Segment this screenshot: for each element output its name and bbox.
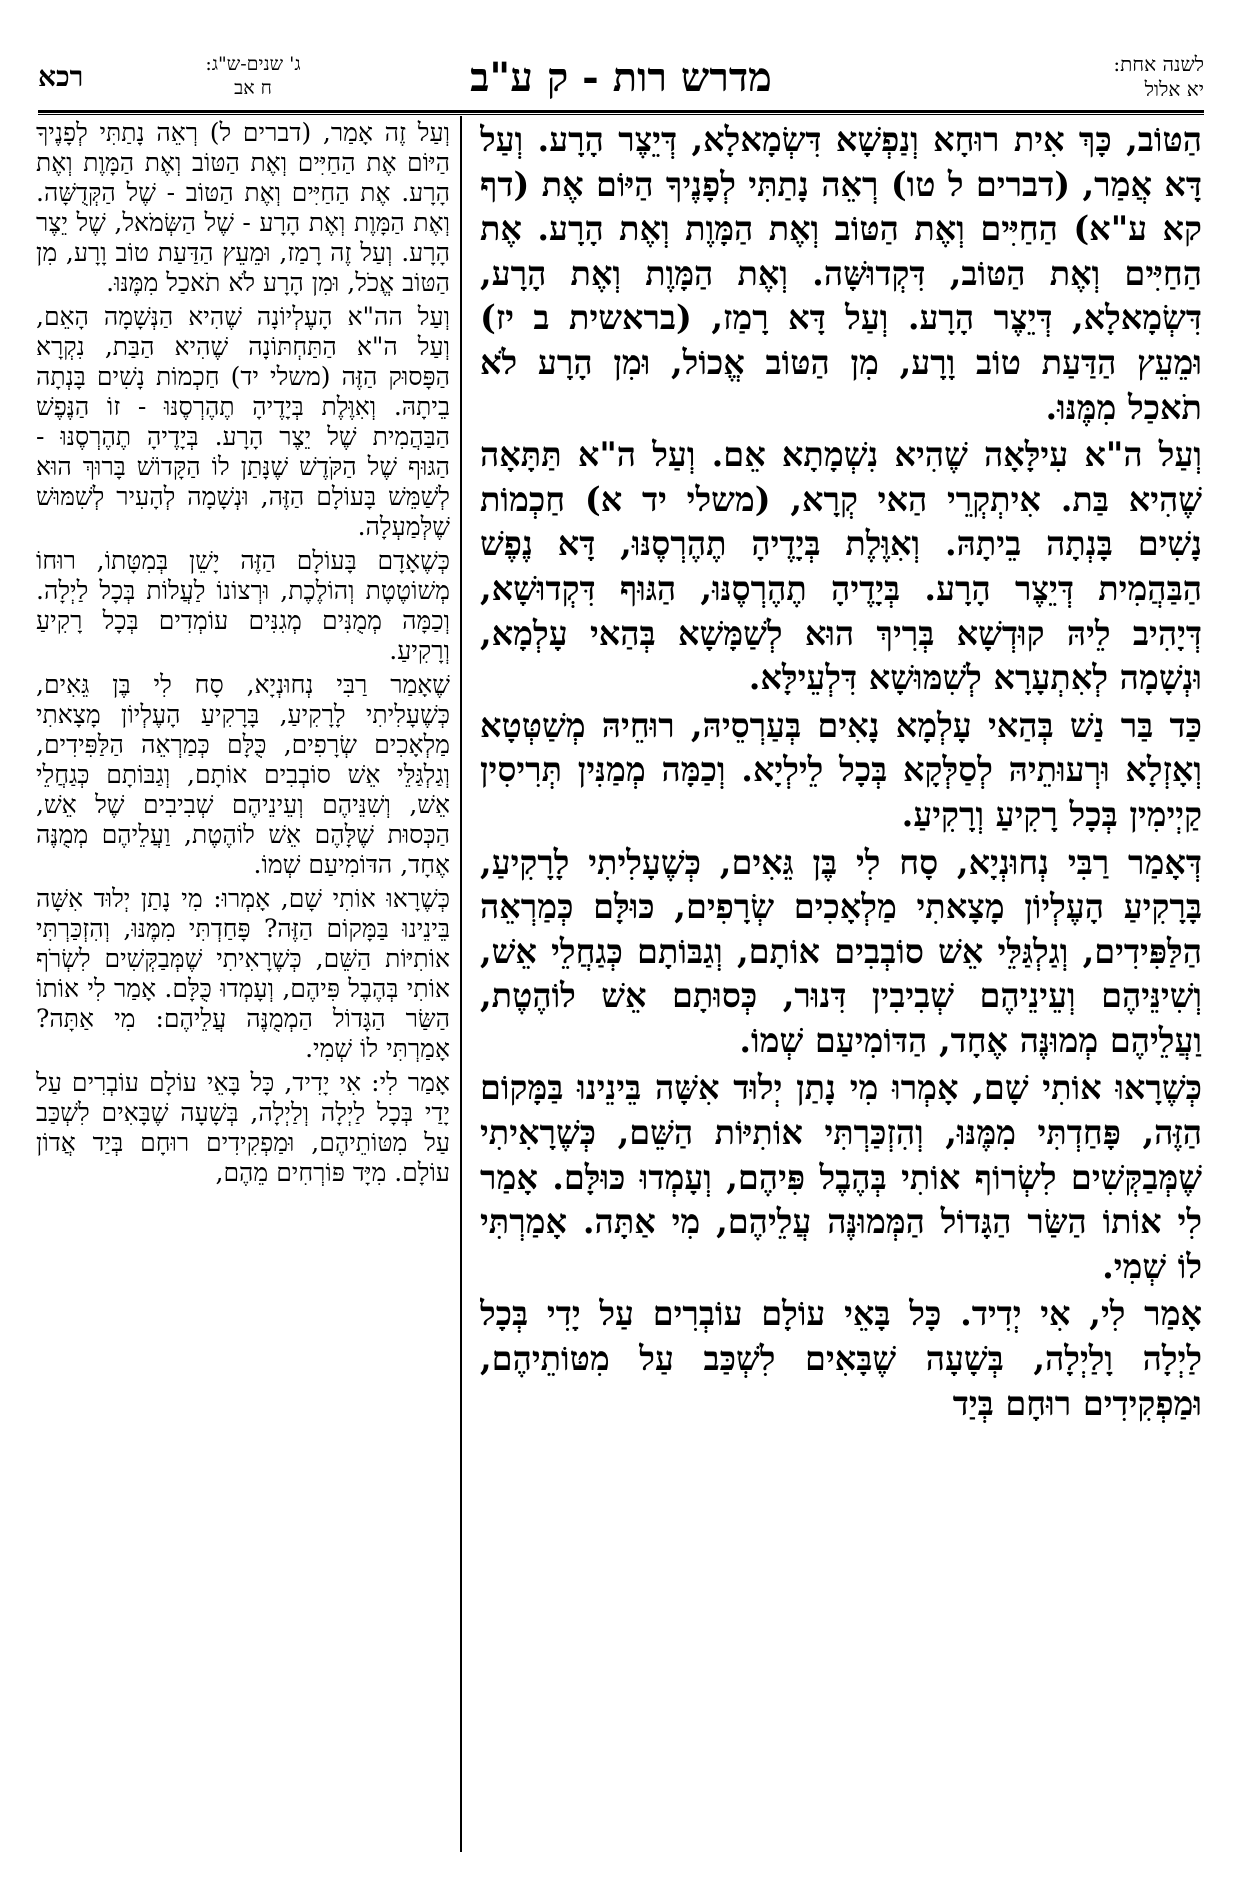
schedule-three-years-label: ג' שנים-ש"ג: [205,53,301,75]
main-paragraph: אָמַר לִי, אִי יְדִיד. כָּל בָּאֵי עוֹלָם עוֹבְרִים עַל יָדִי בְּכָל לַיְלָה וָלַיְלָה, בְּשָׁעָה שֶׁבָּאִים לִשְׁכַּב עַל מִטּוֹתֵיהֶם, וּמַפְקִידִים רוּחָם בְּיַד [480,1294,1202,1423]
translation-paragraph: כְּשֶׁרָאוּ אוֹתִי שָׁם, אָמְרוּ: מִי נָתַן יְלוּד אִשָּׁה בֵּינֵינוּ בַּמָּקוֹם הַזֶּה? פָּחַדְתִּי מִמֶּנּוּ, וְהִזְכַּרְתִּי אוֹתִיּוֹת הַשֵּׁם, כְּשֶׁרָאִיתִי שֶׁמְּבַקְּשִׁים לִשְׂרֹף אוֹתִי בְּהֶבֶל פִּיהֶם, וְעָמְדוּ כֻּלָּם. אָמַר לִי אוֹתוֹ הַשַּׂר הַגָּדוֹל הַמְמֻנֶּה עֲלֵיהֶם: מִי אַתָּה? אָמַרְתִּי לוֹ שְׁמִי. [36,884,450,1063]
column-divider [460,116,462,1852]
header-rule-thin [38,114,1204,115]
main-paragraph: וְעַל ה"א עִילָּאָה שֶׁהִיא נִשְׁמָתָא אֵם. וְעַל ה"א תַּתָּאָה שֶׁהִיא בַּת. אִיתְקְרֵי הַאי קְרָא, (משלי יד א) חַכְמוֹת נָשִׁים בָּנְתָה בֵיתָהּ. וְאִוֶּלֶת בְּיָדֶיהָ תֶהֶרְסֶנּוּ, דָּא נֶפֶשׁ הַבַּהֲמִית דְּיֵצֶר הָרָע. בְּיָדֶיהָ תֶהֶרְסֶנּוּ, הַגּוּף דִּקְדוּשָׁא, דְּיָהִיב לֵיהּ קוּדְשָׁא בְּרִיךְ הוּא לְשַׁמָּשָׁא בְּהַאי עָלְמָא, וּנְשָׁמָה לְאִתְעָרָא לְשִׁמּוּשָׁא דִּלְעֵילָּא. [480,435,1202,698]
translation-column [36,118,450,1850]
page-header [38,52,1204,108]
header-rule [38,110,1204,113]
main-text-column [480,118,1202,1850]
main-paragraph: כְּשֶׁרָאוּ אוֹתִי שָׁם, אָמְרוּ מִי נָתַן יְלוּד אִשָּׁה בֵּינֵינוּ בַּמָּקוֹם הַזֶּה, פָּחַדְתִּי מִמֶּנּוּ, וְהִזְכַּרְתִּי אוֹתִיּוֹת הַשֵּׁם, כְּשֶׁרָאִיתִי שֶׁמְּבַקְּשִׁים לִשְׂרוֹף אוֹתִי בְּהֶבֶל פִּיהֶם, וְעָמְדוּ כּוּלָּם. אָמַר לִי אוֹתוֹ הַשַּׂר הַגָּדוֹל הַמְּמוּנֶּה עֲלֵיהֶם, מִי אַתָּה. אָמַרְתִּי לוֹ שְׁמִי. [480,1068,1202,1286]
schedule-one-year-label: לשנה אחת: [1113,52,1204,76]
page-number: רכא [38,60,84,93]
translation-paragraph: שֶׁאָמַר רַבִּי נְחוּנְיָא, סָח לִי בֶּן גֵּאִים, כְּשֶׁעָלִיתִי לָרָקִיעַ, בָּרָקִיעַ הָעֶלְיוֹן מָצָאתִי מַלְאָכִים שְׂרָפִים, כֻּלָּם כְּמַרְאֵה הַלַּפִּידִים, וְגַלְגַּלֵּי אֵשׁ סוֹבְבִים אוֹתָם, וְגַבּוֹתָם כְּגַחֲלֵי אֵשׁ, וְשִׁנֵּיהֶם וְעֵינֵיהֶם שְׁבִיבִים שֶׁל אֵשׁ, הַכְּסוּת שֶׁלָּהֶם אֵשׁ לוֹהֶטֶת, וַעֲלֵיהֶם מְמֻנֶּה אֶחָד, הדּוֹמִיעַם שְׁמוֹ. [36,670,450,879]
schedule-three-years [133,52,373,100]
main-paragraph: הַטּוֹב, כָּךְ אִית רוּחָא וְנַפְשָׁא דִּשְׂמָאלָא, דְּיֵצֶר הָרָע. וְעַל דָּא אֲמַר, (דברים ל טו) רְאֵה נָתַתִּי לְפָנֶיךָ הַיּוֹם אֶת (דף קא ע"א) הַחַיִּים וְאֶת הַטּוֹב וְאֶת הַמָּוֶת וְאֶת הָרָע. אֶת הַחַיִּים וְאֶת הַטּוֹב, דִּקְדוּשָּׁה. וְאֶת הַמָּוֶת וְאֶת הָרָע, דִּשְׂמָאלָא, דְּיֵצֶר הָרָע. וְעַל דָּא רָמַז, (בראשית ב יז) וּמֵעֵץ הַדַּעַת טוֹב וָרָע, מִן הַטּוֹב אֱכוֹל, וּמִן הָרָע לֹא תֹאכַל מִמֶּנּוּ. [480,120,1202,427]
translation-paragraph: כְּשֶׁאָדָם בָּעוֹלָם הַזֶּה יָשֵׁן בְּמִטָּתוֹ, רוּחוֹ מְשׁוֹטֶטֶת וְהוֹלֶכֶת, וּרְצוֹנוֹ לַעֲלוֹת בְּכָל לַיְלָה. וְכַמָּה מְמֻנִּים מְגִנִּים עוֹמְדִים בְּכָל רָקִיעַ וְרָקִיעַ. [36,546,450,665]
translation-paragraph: וְעַל זֶה אָמַר, (דברים ל) רְאֵה נָתַתִּי לְפָנֶיךָ הַיּוֹם אֶת הַחַיִּים וְאֶת הַטּוֹב וְאֶת הַמָּוֶת וְאֶת הָרָע. אֶת הַחַיִּים וְאֶת הַטּוֹב - שֶׁל הַקְּדֻשָּׁה. וְאֶת הַמָּוֶת וְאֶת הָרָע - שֶׁל הַשְּׂמֹאל, שֶׁל יֵצֶר הָרָע. וְעַל זֶה רָמַז, וּמֵעֵץ הַדַּעַת טוֹב וָרָע, מִן הַטּוֹב אֱכֹל, וּמִן הָרָע לֹא תֹאכַל מִמֶּנּוּ. [36,118,450,297]
schedule-three-years-date: ח אב [234,77,272,99]
translation-paragraph: וְעַל הה"א הָעֶלְיוֹנָה שֶׁהִיא הַנְּשָׁמָה הָאֵם, וְעַל ה"א הַתַּחְתּוֹנָה שֶׁהִיא הַבַּת, נִקְרָא הַפָּסוּק הַזֶּה (משלי יד) חַכְמוֹת נָשִׁים בָּנְתָה בֵיתָהּ. וְאִוֶּלֶת בְּיָדֶיהָ תֶהֶרְסֶנּוּ - זוֹ הַנֶּפֶשׁ הַבַּהֲמִית שֶׁל יֵצֶר הָרָע. בְּיָדֶיהָ תֶהֶרְסֶנּוּ - הַגּוּף שֶׁל הַקֹּדֶשׁ שֶׁנָּתַן לוֹ הַקָּדוֹשׁ בָּרוּךְ הוּא לְשַׁמֵּשׁ בָּעוֹלָם הַזֶּה, וּנְשָׁמָה לְהָעִיר לְשִׁמּוּשׁ שֶׁלְּמַעְלָה. [36,302,450,541]
main-paragraph: כַּד בַּר נַשׁ בְּהַאי עָלְמָא נָאִים בְּעַרְסֵיהּ, רוּחֵיהּ מְשַׁטְּטָא וְאָזְלָא וּרְעוּתֵיהּ לְסַלְּקָא בְּכָל לֵילְיָא. וְכַמָּה מְמַנִּין תְּרִיסִין קַיְימִין בְּכָל רָקִיעַ וְרָקִיעַ. [480,705,1202,834]
schedule-one-year-date: יא אלול [1144,77,1204,101]
translation-paragraph: אָמַר לִי: אִי יָדִיד, כָּל בָּאֵי עוֹלָם עוֹבְרִים עַל יָדַי בְּכָל לַיְלָה וְלַיְלָה, בְּשָׁעָה שֶׁבָּאִים לִשְׁכַּב עַל מִטּוֹתֵיהֶם, וּמַפְקִידִים רוּחָם בְּיַד אֲדוֹן עוֹלָם. מִיָּד פּוֹרְחִים מֵהֶם, [36,1068,450,1187]
main-paragraph: דְּאָמַר רַבִּי נְחוּנְיָא, סָח לִי בֶּן גֵּאִים, כְּשֶׁעָלִיתִי לָרָקִיעַ, בָּרָקִיעַ הָעֶלְיוֹן מָצָאתִי מַלְאָכִים שְׂרָפִים, כּוּלָּם כְּמַרְאֵה הַלַּפִּידִים, וְגַלְגַּלֵּי אֵשׁ סוֹבְבִים אוֹתָם, וְגַבּוֹתָם כְּגַחֲלֵי אֵשׁ, וְשִׁינֵּיהֶם וְעֵינֵיהֶם שְׁבִיבִין דִּנוּר, כְּסוּתָם אֵשׁ לוֹהֶטֶת, וַעֲלֵיהֶם מְמוּנֶּה אֶחָד, הַדּוֹמִיעַם שְׁמוֹ. [480,842,1202,1060]
page-title: מדרש רות - ק ע"ב [470,54,772,101]
